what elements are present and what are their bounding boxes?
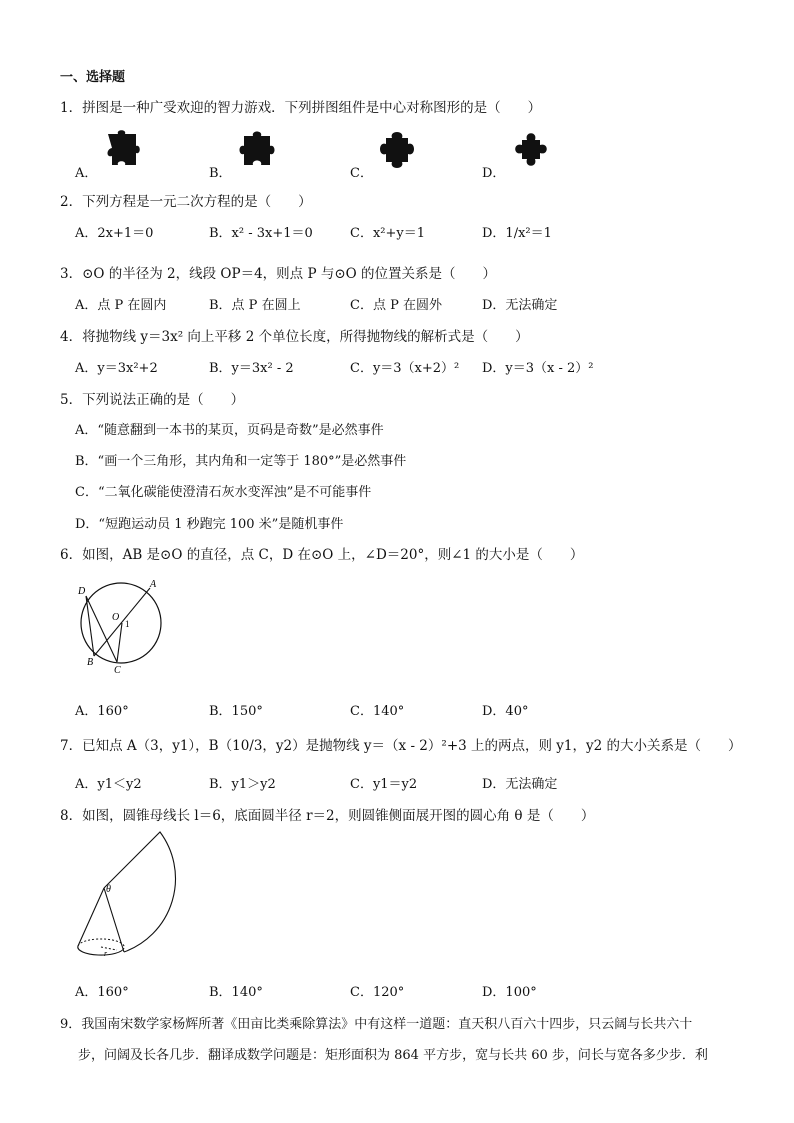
question-7-stem: 7．已知点 A（3，y1），B（10/3，y2）是抛物线 y＝（x - 2）²+3 上的两点，则 y1，y2 的大小关系是（ ） xyxy=(60,738,742,754)
q2-option-c: C．x²+y＝1 xyxy=(350,226,425,241)
q2-option-a: A．2x+1＝0 xyxy=(75,226,154,241)
circle-diagram xyxy=(72,578,172,673)
q1-option-c: C． xyxy=(350,166,373,181)
q8-option-a: A．160° xyxy=(75,985,129,1000)
q5-option-d: D．“短跑运动员 1 秒跑完 100 米”是随机事件 xyxy=(75,517,344,532)
q7-option-c: C．y1＝y2 xyxy=(350,777,418,792)
q6-option-c: C．140° xyxy=(350,704,405,719)
label-r: r xyxy=(104,949,108,958)
label-d: D xyxy=(78,586,86,597)
label-a: A xyxy=(150,579,157,590)
q8-option-c: C．120° xyxy=(350,985,405,1000)
label-theta: θ xyxy=(106,884,111,895)
question-3-stem: 3．⊙O 的半径为 2，线段 OP＝4，则点 P 与⊙O 的位置关系是（ ） xyxy=(60,266,497,282)
q1-option-b: B． xyxy=(209,166,232,181)
puzzle-piece-a-icon xyxy=(100,128,144,172)
q3-option-b: B．点 P 在圆上 xyxy=(209,298,301,313)
puzzle-piece-d-icon xyxy=(508,128,554,172)
question-5-stem: 5．下列说法正确的是（ ） xyxy=(60,392,245,408)
q4-option-d: D．y＝3（x - 2）² xyxy=(482,361,594,376)
q4-option-b: B．y＝3x² - 2 xyxy=(209,361,294,376)
q1-option-d: D． xyxy=(482,166,506,181)
q5-option-a: A．“随意翻到一本书的某页，页码是奇数”是必然事件 xyxy=(75,423,384,438)
question-8-stem: 8．如图，圆锥母线长 l＝6，底面圆半径 r＝2，则圆锥侧面展开图的圆心角 θ 是（ ） xyxy=(60,808,595,824)
question-9-line-1: 9．我国南宋数学家杨辉所著《田亩比类乘除算法》中有这样一道题：直天积八百六十四步，只云阔与长共六十 xyxy=(60,1017,693,1032)
label-c: C xyxy=(114,665,121,673)
q4-option-c: C．y＝3（x+2）² xyxy=(350,361,460,376)
puzzle-piece-b-icon xyxy=(234,128,280,172)
q2-option-d: D．1/x²＝1 xyxy=(482,226,552,241)
question-6-stem: 6．如图，AB 是⊙O 的直径，点 C，D 在⊙O 上，∠D＝20°，则∠1 的大小是（ ） xyxy=(60,547,584,563)
q7-option-a: A．y1＜y2 xyxy=(75,777,142,792)
label-b: B xyxy=(87,657,94,668)
q3-option-c: C．点 P 在圆外 xyxy=(350,298,442,313)
q1-option-a: A． xyxy=(75,166,98,181)
question-2-stem: 2．下列方程是一元二次方程的是（ ） xyxy=(60,194,312,210)
q3-option-a: A．点 P 在圆内 xyxy=(75,298,167,313)
cone-diagram xyxy=(74,828,194,968)
q5-option-b: B．“画一个三角形，其内角和一定等于 180°”是必然事件 xyxy=(75,454,407,469)
question-9-line-2: 步，问阔及长各几步．翻译成数学问题是：矩形面积为 864 平方步，宽与长共 60 步，问长与宽各多少步．利 xyxy=(78,1048,708,1063)
q8-option-d: D．100° xyxy=(482,985,537,1000)
label-o: O xyxy=(112,612,120,623)
q3-option-d: D．无法确定 xyxy=(482,298,558,313)
question-4-stem: 4．将抛物线 y＝3x² 向上平移 2 个单位长度，所得抛物线的解析式是（ ） xyxy=(60,329,529,345)
q7-option-d: D．无法确定 xyxy=(482,777,558,792)
puzzle-piece-c-icon xyxy=(374,128,420,172)
q6-option-b: B．150° xyxy=(209,704,263,719)
q4-option-a: A．y＝3x²+2 xyxy=(75,361,158,376)
q5-option-c: C．“二氧化碳能使澄清石灰水变浑浊”是不可能事件 xyxy=(75,485,372,500)
question-1-stem: 1．拼图是一种广受欢迎的智力游戏．下列拼图组件是中心对称图形的是（ ） xyxy=(60,100,542,116)
label-1: 1 xyxy=(125,619,130,629)
section-title: 一、选择题 xyxy=(60,70,126,85)
q7-option-b: B．y1＞y2 xyxy=(209,777,276,792)
q6-option-d: D．40° xyxy=(482,704,529,719)
q8-option-b: B．140° xyxy=(209,985,263,1000)
q6-option-a: A．160° xyxy=(75,704,129,719)
q2-option-b: B．x² - 3x+1＝0 xyxy=(209,226,313,241)
